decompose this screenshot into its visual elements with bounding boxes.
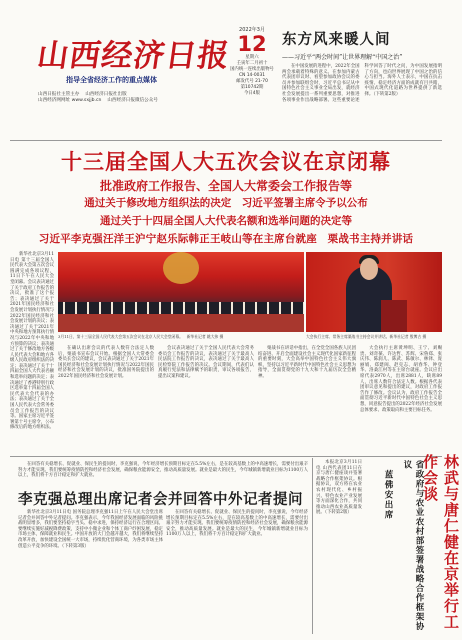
podium xyxy=(381,300,407,332)
side-photo-caption: 大会执行主席、常务主席栗战书主持会议并讲话。新华社记者 殷博古 摄 xyxy=(306,334,427,339)
issue-weekday: 星期六 xyxy=(245,55,259,60)
lead-article-column xyxy=(258,346,356,452)
cn-number: CN 14-0031 xyxy=(238,73,266,78)
session-photo xyxy=(58,252,304,332)
serial-label: 国内统一连续出版物号 xyxy=(230,67,274,72)
cooperation-headline[interactable]: 林武与唐仁健在京举行工作会谈 xyxy=(421,454,460,630)
lead-article-right-column xyxy=(360,346,442,452)
feature-subtitle: ——习近平“两会时间”让世界理解“中国之治” xyxy=(282,54,403,61)
feature-article[interactable] xyxy=(282,28,442,61)
premier-press-headline[interactable]: 李克强总理出席记者会并回答中外记者提问 xyxy=(18,492,303,508)
lead-paragraph: 栗战书在讲话中指出，在全党全国各族人民团结奋进、开启全面建设社会主义现代化国家新征程的重要时刻，大会高举中国特色社会主义伟大旗帜，坚持以习近平新时代中国特色社会主义思想为指导，全面贯彻党的十九大和十九届历次全会精神。 xyxy=(258,346,356,379)
premier-article-column xyxy=(18,510,163,634)
logo-subtitle: 指导全省经济工作的重点媒体 xyxy=(66,76,157,84)
premier-paragraph: 在回答有关稳增长、促就业、保民生的提问时，李克强说，今年经济增长预期目标定在5.5%左右，是在较高基数上的中高速增长，需要付出艰辛努力才能实现。我们要统筹疫情防控和经济社会发展，确保粮食能源安全，推动高质量发展。就业是最大的民生，今年城镇新增就业目标为1100万人以上，我们将千方百计稳定和扩大就业。 xyxy=(166,510,308,538)
issue-year-month: 2022年3月 xyxy=(239,27,265,33)
bottom-lede-strip xyxy=(18,462,308,484)
lead-subheadline: 通过关于修改地方组织法的决定 习近平签署主席令予以公布 xyxy=(84,197,368,209)
publisher-line: 山西经济日报社出版 xyxy=(85,92,127,97)
cooperation-paragraph: 本报北京3月11日电 山西代表团11日在京与唐仁健座谈并签署战略合作框架协议。根据协议，双方将在农业农村现代化、乡村振兴、特色农业产业发展等方面深化合作，共同推动山西农业高质量发展。（下转第2版） xyxy=(316,460,362,516)
cooperation-article-column xyxy=(316,460,362,634)
lead-paragraph: 新华社北京3月11日电 第十三届全国人民代表大会第五次会议圆满完成各项议程，11日下午在人民大会堂闭幕。会议表决通过了关于政府工作报告的决议，批准了这个报告；表决通过了关于2021年国民经济和社会发展计划执行情况与2022年国民经济和社会发展计划的决议；表决通过了关于2021年中央和地方预算执行情况与2022年中央和地方预算的决议；表决通过了关于修改地方各级人民代表大会和地方各级人民政府组织法的决定；表决通过了关于十四届全国人大代表名额和选举问题的决定；表决通过了香港特别行政区选举第十四届全国人民代表大会代表的办法；表决通过了关于全国人民代表大会常务委员会工作报告的决议等。国家主席习近平签署第十号主席令，公布修改后的地方组织法。 xyxy=(10,252,54,431)
masthead-info xyxy=(38,92,238,104)
postal-code: 邮发代号 21-70 xyxy=(236,79,268,84)
speaker-face xyxy=(360,258,378,280)
section-divider xyxy=(10,140,442,141)
presidium-desk xyxy=(58,314,304,332)
website-line[interactable]: 山西经济网网址 www.sxjjb.cn xyxy=(38,98,102,103)
column-divider xyxy=(312,458,313,634)
issue-number: 第10742期 xyxy=(240,85,264,90)
newspaper-logo: 山西经济日报 xyxy=(34,38,233,74)
speaker-photo xyxy=(306,252,442,332)
bottom-paragraph: 在回答有关稳增长、促就业、保民生的提问时，李克强说，今年经济增长预期目标定在5.5%左右，是在较高基数上的中高速增长，需要付出艰辛努力才能实现。我们要统筹疫情防控和经济社会发展，确保粮食能源安全，推动高质量发展。就业是最大的民生，今年城镇新增就业目标为1100万人以上，我们将千方百计稳定和扩大就业。 xyxy=(18,462,308,479)
publisher-line: 山西日报社主管主办 xyxy=(38,92,80,97)
lead-paragraph: 在确认出席会议的代表人数符合法定人数后，栗战书宣布会议开始。根据全国人大常委会委员长会议的建议，会议表决通过了关于2021年国民经济和社会发展计划执行情况与2022年国民经济和社会发展计划的决议，批准国务院提出的2022年国民经济和社会发展计划。 xyxy=(58,346,154,379)
premier-paragraph: 新华社北京3月11日电 国务院总理李克强11日上午在人民大会堂出席记者会并回答中外记者提问。李克强表示，今年我国经济发展面临的风险挑战明显增多，我们要坚持稳字当头、稳中求进，保持经济运行在合理区间。要继续实施好减税降费政策，支持中小微企业和个体工商户纾困发展，稳定市场主体，保障就业和民生。中国开放的大门会越开越大，我们将继续坚持改革开放，加快建设全国统一大市场，持续优化营商环境，为各类市场主体创造公平竞争的环境。（下转第3版） xyxy=(18,510,163,549)
lead-article-column xyxy=(158,346,254,452)
issue-date-box xyxy=(228,26,276,97)
lead-paragraph: 大会执行主席黄坤明、王宁、刘赐贵、刘奇葆、许达哲、苏辉、宋鲁郑、张庆伟、陈润儿、陈武、陈敏尔、林铎、庞丽娟、郑建闽、赵克志、胡春华、钟登华、洛桑江村等在主席台就座。会议应出席代表2970人，出席2881人，缺席89人，出席人数符合法定人数。根据各代表团审议意见和提出的建议，对政府工作报告作了修改。会议认为，政府工作报告全面贯彻习近平新时代中国特色社会主义思想，同意报告提出的2022年经济社会发展总体要求、政策取向和主要目标任务。 xyxy=(360,346,442,413)
lead-paragraph: 会议表决通过了关于全国人民代表大会常务委员会工作报告的决议，表决通过了关于最高人民法院工作报告的决议，表决通过了关于最高人民检察院工作报告的决议。会议期间，代表们认真履行宪法和法律赋予的职责，审议各项报告，提出议案和建议。 xyxy=(158,346,254,379)
delegates-row xyxy=(58,302,304,314)
feature-paragraph: 在中国发展的进程中，2022年全国两会承载着特殊的意义。在参加内蒙古代表团审议时、看望参加政协会议的委员并参加联组会时，习近平总书记从中国特色社会主义事业全局出发，就经济社会发展提出一系列重要思想，对推进各项事业作出战略部署。这些重要论述科学回答了时代之问，为中国发展指明了方向，也向世界展现了中国之治的信心与担当。海外人士表示，中国在抗击疫情、稳定经济方面的成就有目共睹，中国式现代化道路为世界提供了新选择。（下转第2版） xyxy=(282,64,442,103)
lunar-date: 壬寅年二月初十 xyxy=(236,61,268,66)
lead-article-left-column xyxy=(10,252,54,452)
main-photo-caption: 3月11日，第十三届全国人民代表大会第五次会议在北京人民大会堂闭幕。 新华社记者 姚大伟 摄 xyxy=(58,334,224,339)
lead-subheadline: 习近平李克强汪洋王沪宁赵乐际韩正王岐山等在主席台就座 栗战书主持并讲话 xyxy=(38,233,414,245)
lead-subheadline: 通过关于十四届全国人大代表名额和选举问题的决定等 xyxy=(100,215,352,227)
page-count: 今日4版 xyxy=(244,91,260,96)
feature-body xyxy=(282,64,442,134)
national-emblem xyxy=(163,252,199,284)
feature-title[interactable]: 东方风来暖人间 xyxy=(282,32,391,48)
lead-headline[interactable]: 十三届全国人大五次会议在京闭幕 xyxy=(61,150,391,174)
issue-day: 12 xyxy=(237,32,267,56)
lead-article-column xyxy=(58,346,154,452)
lead-subheadline: 批准政府工作报告、全国人大常委会工作报告等 xyxy=(99,179,352,193)
wechat-line: 山西经济日报微信公众号 xyxy=(107,98,158,103)
premier-article-column xyxy=(166,510,308,634)
cooperation-attendee: 蓝佛安出席 xyxy=(383,470,393,520)
section-divider xyxy=(10,456,442,457)
cooperation-subheadline: 省政府与农业农村部签署战略合作框架协议 xyxy=(402,460,424,631)
